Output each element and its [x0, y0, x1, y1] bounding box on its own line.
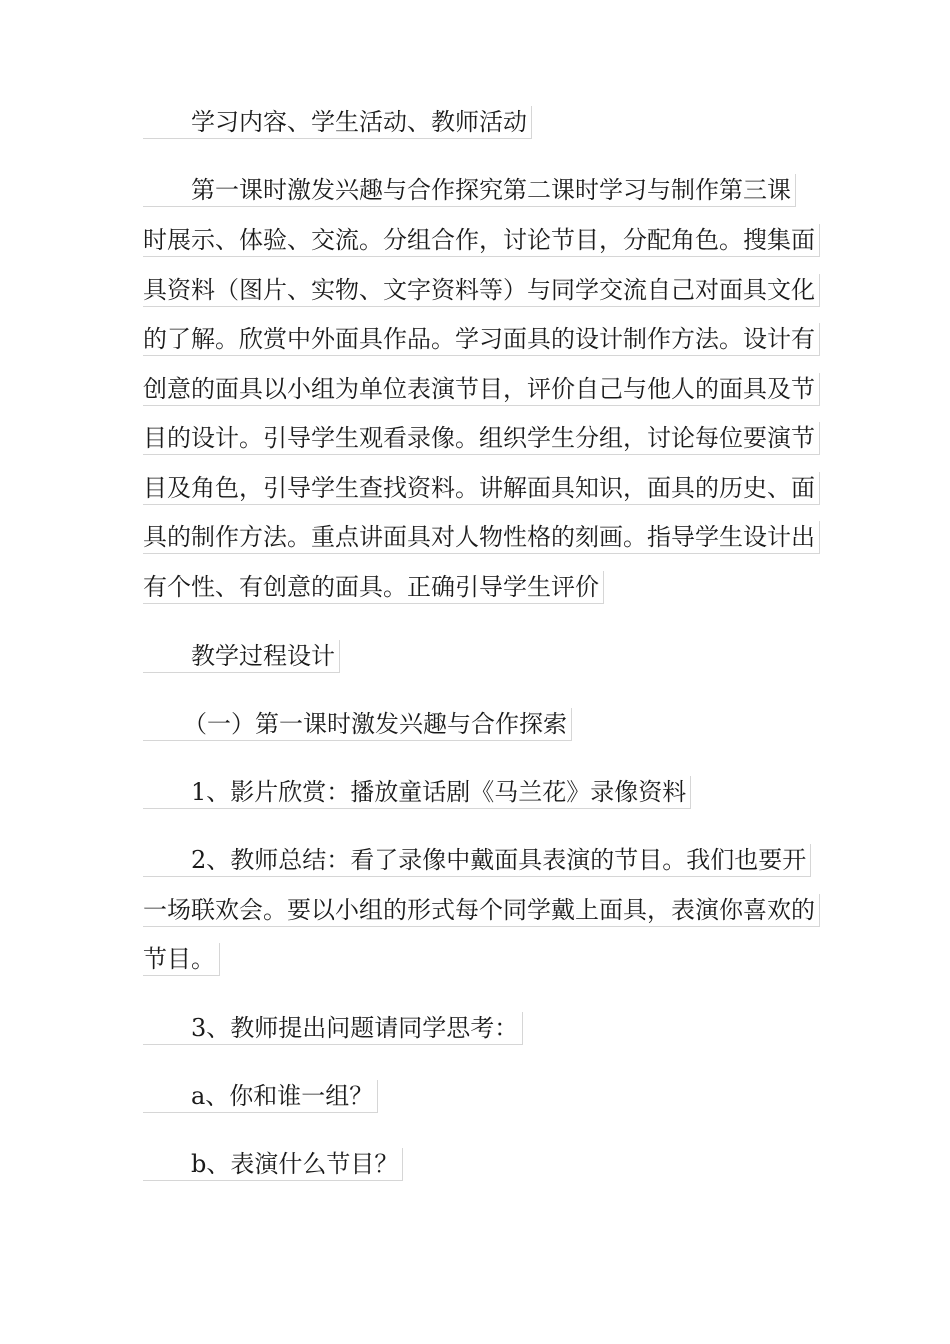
item-3: 3、教师提出问题请同学思考：: [143, 1012, 523, 1045]
item-2-line: 2、教师总结：看了录像中戴面具表演的节目。我们也要开: [143, 844, 811, 877]
question-a: a、你和谁一组？: [143, 1080, 378, 1113]
section-one-title: （一）第一课时激发兴趣与合作探索: [143, 708, 572, 741]
item-2-line: 一场联欢会。要以小组的形式每个同学戴上面具，表演你喜欢的: [143, 894, 820, 927]
paragraph-line: 具的制作方法。重点讲面具对人物性格的刻画。指导学生设计出: [143, 521, 820, 554]
question-b: b、表演什么节目？: [143, 1148, 403, 1181]
paragraph-line: 有个性、有创意的面具。正确引导学生评价: [143, 571, 604, 604]
paragraph-line: 目及角色，引导学生查找资料。讲解面具知识，面具的历史、面: [143, 472, 820, 505]
heading-process: 教学过程设计: [143, 640, 340, 673]
paragraph-line: 的了解。欣赏中外面具作品。学习面具的设计制作方法。设计有: [143, 323, 820, 356]
heading-content: 学习内容、学生活动、教师活动: [143, 106, 532, 139]
paragraph-line: 创意的面具以小组为单位表演节目，评价自己与他人的面具及节: [143, 373, 820, 406]
paragraph-line: 第一课时激发兴趣与合作探究第二课时学习与制作第三课: [143, 174, 796, 207]
item-2-line: 节目。: [143, 943, 220, 976]
paragraph-line: 目的设计。引导学生观看录像。组织学生分组，讨论每位要演节: [143, 422, 820, 455]
item-1: 1、影片欣赏：播放童话剧《马兰花》录像资料: [143, 776, 691, 809]
paragraph-line: 具资料（图片、实物、文字资料等）与同学交流自己对面具文化: [143, 274, 820, 307]
paragraph-line: 时展示、体验、交流。分组合作，讨论节目，分配角色。搜集面: [143, 224, 820, 257]
